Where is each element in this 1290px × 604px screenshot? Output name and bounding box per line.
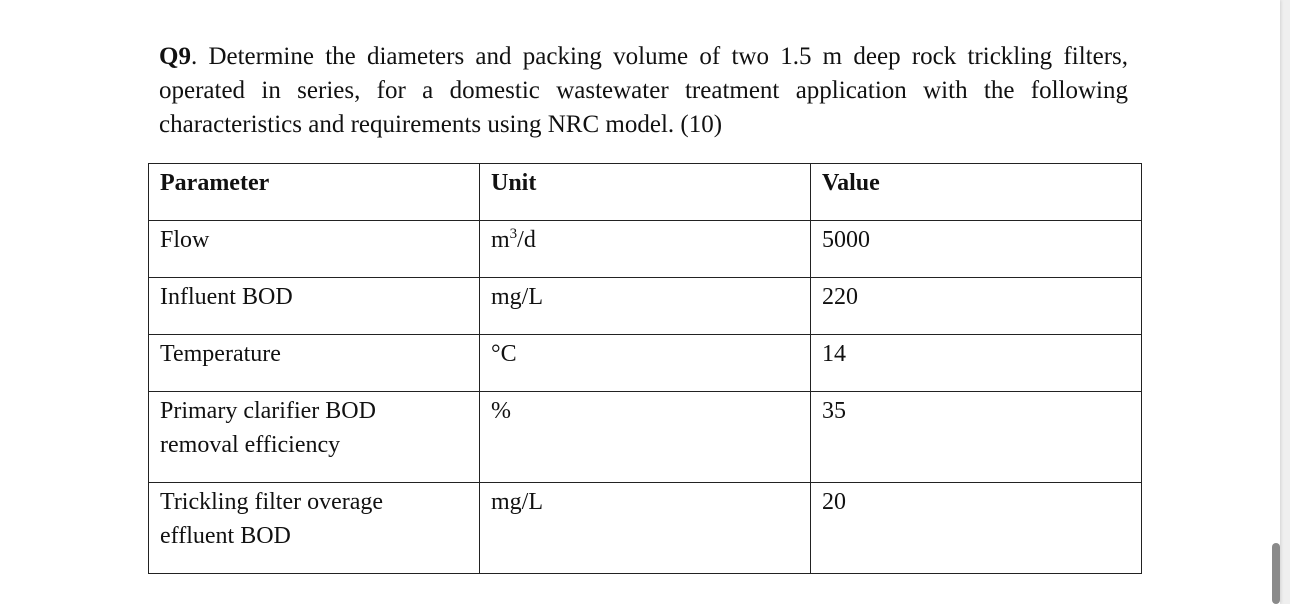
cell-unit: °C	[480, 335, 811, 392]
vertical-scrollbar-thumb[interactable]	[1272, 543, 1280, 604]
cell-unit: mg/L	[480, 483, 811, 574]
question-text: . Determine the diameters and packing volume of two 1.5 m deep rock trickling filters, operated in series, for a domestic wastewater treatment application with the following characteristics and requirements using NRC model. (10)	[159, 43, 1128, 138]
cell-value: 220	[811, 278, 1142, 335]
cell-parameter: Influent BOD	[149, 278, 480, 335]
unit-rest: /d	[517, 227, 536, 253]
header-unit: Unit	[480, 164, 811, 221]
table-row	[149, 483, 1142, 574]
parameter-line-2: effluent BOD	[160, 523, 291, 549]
parameter-line-1: Primary clarifier BOD	[160, 398, 376, 424]
table-row	[149, 335, 1142, 392]
table-row	[149, 392, 1142, 483]
cell-unit	[480, 221, 811, 278]
table-row	[149, 278, 1142, 335]
header-parameter: Parameter	[149, 164, 480, 221]
cell-value: 14	[811, 335, 1142, 392]
parameter-line-1: Trickling filter overage	[160, 489, 384, 515]
parameter-line-2: removal efficiency	[160, 432, 341, 458]
unit-base: m	[491, 227, 510, 253]
cell-value: 35	[811, 392, 1142, 483]
cell-value: 5000	[811, 221, 1142, 278]
table-header-row	[149, 164, 1142, 221]
cell-parameter	[149, 483, 480, 574]
table-row	[149, 221, 1142, 278]
cell-parameter	[149, 392, 480, 483]
question-paragraph	[159, 40, 1128, 142]
cell-parameter: Flow	[149, 221, 480, 278]
cell-unit: mg/L	[480, 278, 811, 335]
parameters-table	[148, 163, 1142, 574]
cell-unit: %	[480, 392, 811, 483]
cell-value: 20	[811, 483, 1142, 574]
question-number: Q9	[159, 43, 191, 70]
cell-parameter: Temperature	[149, 335, 480, 392]
header-value: Value	[811, 164, 1142, 221]
unit-superscript: 3	[509, 226, 518, 242]
